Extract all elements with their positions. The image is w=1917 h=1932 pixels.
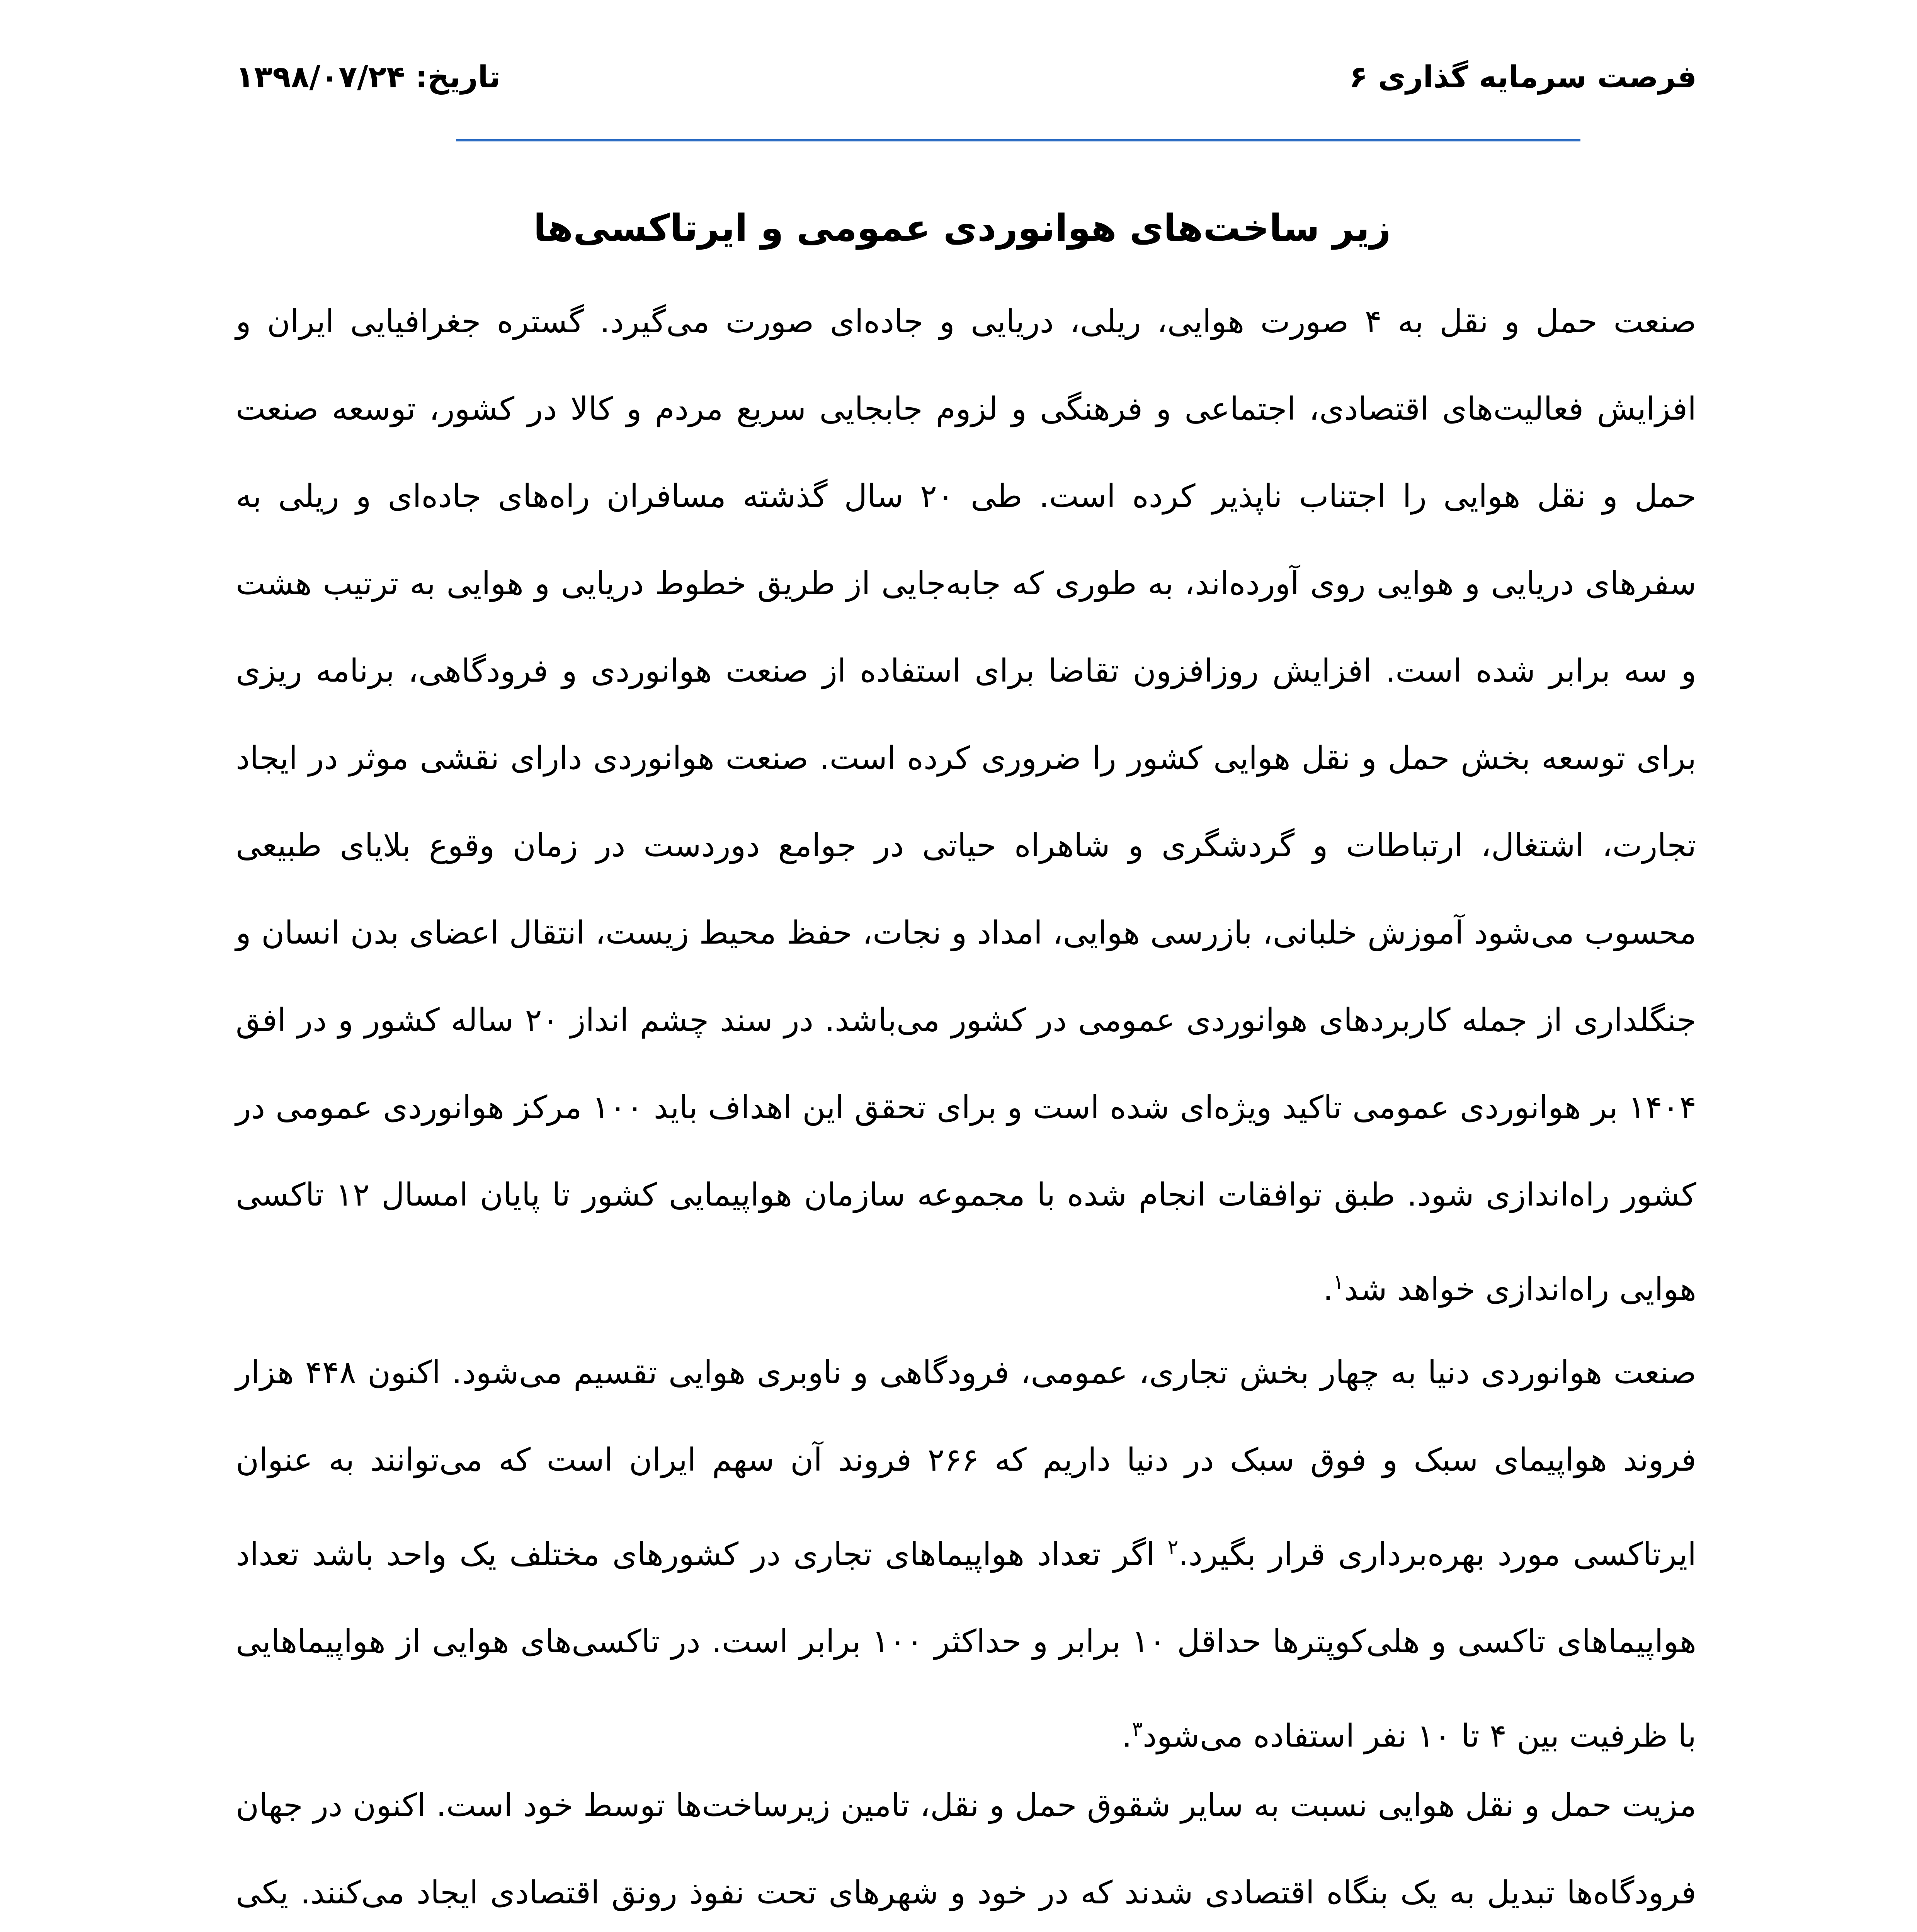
paragraph-1 xyxy=(236,278,1696,1333)
header-divider xyxy=(456,139,1580,141)
paragraph-3: مزیت حمل و نقل هوایی نسبت به سایر شقوق حمل و نقل، تامین زیرساخت‌ها توسط خود است. اکنون در جهان فرودگاه‌ها تبدیل به یک بنگاه اقتصادی شدند که در خود و شهرهای تحت نفوذ رونق اقتصادی ایجاد می‌کنند. یکی xyxy=(236,1787,1696,1911)
footnote-ref-1: ۱ xyxy=(1333,1271,1344,1294)
header-date: تاریخ: ۱۳۹۸/۰۷/۲۴ xyxy=(236,60,501,95)
paragraph-1-end: . xyxy=(1323,1271,1333,1308)
paragraph-2 xyxy=(236,1329,1696,1780)
footnote-ref-3: ۳ xyxy=(1132,1718,1143,1741)
header-title: فرصت سرمایه گذاری ۶ xyxy=(1349,60,1697,95)
paragraph-2-end: . xyxy=(1122,1718,1132,1755)
footnote-ref-2: ۲ xyxy=(1167,1536,1179,1559)
paragraph-1-text: صنعت حمل و نقل به ۴ صورت هوایی، ریلی، دریایی و جاده‌ای صورت می‌گیرد. گستره جغرافیایی ایران و افزایش فعالیت‌های اقتصادی، اجتماعی و فرهنگی و لزوم جابجایی سریع مردم و کالا در کشور، توسعه صنعت حمل و نقل هوایی را اجتناب ناپذیر کرده است. طی ۲۰ سال گذشته مسافران راه‌های جاده‌ای و ریلی به سفرهای دریایی و هوایی روی آورده‌اند، به طوری که جابه‌جایی از طریق خطوط دریایی و هوایی به ترتیب هشت و سه برابر شده است. افزایش روزافزون تقاضا برای استفاده از صنعت هوانوردی و فرودگاهی، برنامه ریزی برای توسعه بخش حمل و نقل هوایی کشور را ضروری کرده است. صنعت هوانوردی دارای نقشی موثر در ایجاد تجارت، اشتغال، ارتباطات و گردشگری و شاهراه حیاتی در جوامع دوردست در زمان وقوع بلایای طبیعی محسوب می‌شود آموزش خلبانی، بازرسی هوایی، امداد و نجات، حفظ محیط زیست، انتقال اعضای بدن انسان و جنگلداری از جمله کاربردهای هوانوردی عمومی در کشور می‌باشد. در سند چشم انداز ۲۰ ساله کشور و در افق ۱۴۰۴ بر هوانوردی عمومی تاکید ویژه‌ای شده است و برای تحقق این اهداف باید ۱۰۰ مرکز هوانوردی عمومی در کشور راه‌اندازی شود. طبق توافقات انجام شده با مجموعه سازمان هواپیمایی کشور تا پایان امسال ۱۲ تاکسی هوایی راه‌اندازی خواهد شد xyxy=(236,303,1696,1308)
paragraph-2-text-b: اگر تعداد هواپیماهای تجاری در کشورهای مختلف یک واحد باشد تعداد هواپیماهای تاکسی و هلی‌کوپترها حداقل ۱۰ برابر و حداکثر ۱۰۰ برابر است. در تاکسی‌های هوایی از هواپیماهایی با ظرفیت بین ۴ تا ۱۰ نفر استفاده می‌شود xyxy=(236,1536,1696,1755)
paragraph-2-text-a: صنعت هوانوردی دنیا به چهار بخش تجاری، عمومی، فرودگاهی و ناوبری هوایی تقسیم می‌شود. اکنون ۴۴۸ هزار فروند هواپیمای سبک و فوق سبک در دنیا داریم که ۲۶۶ فروند آن سهم ایران است که می‌توانند به عنوان ایرتاکسی مورد بهره‌برداری قرار بگیرد. xyxy=(236,1354,1696,1573)
page-title: زیر ساخت‌های هوانوردی عمومی و ایرتاکسی‌ها xyxy=(533,206,1391,250)
